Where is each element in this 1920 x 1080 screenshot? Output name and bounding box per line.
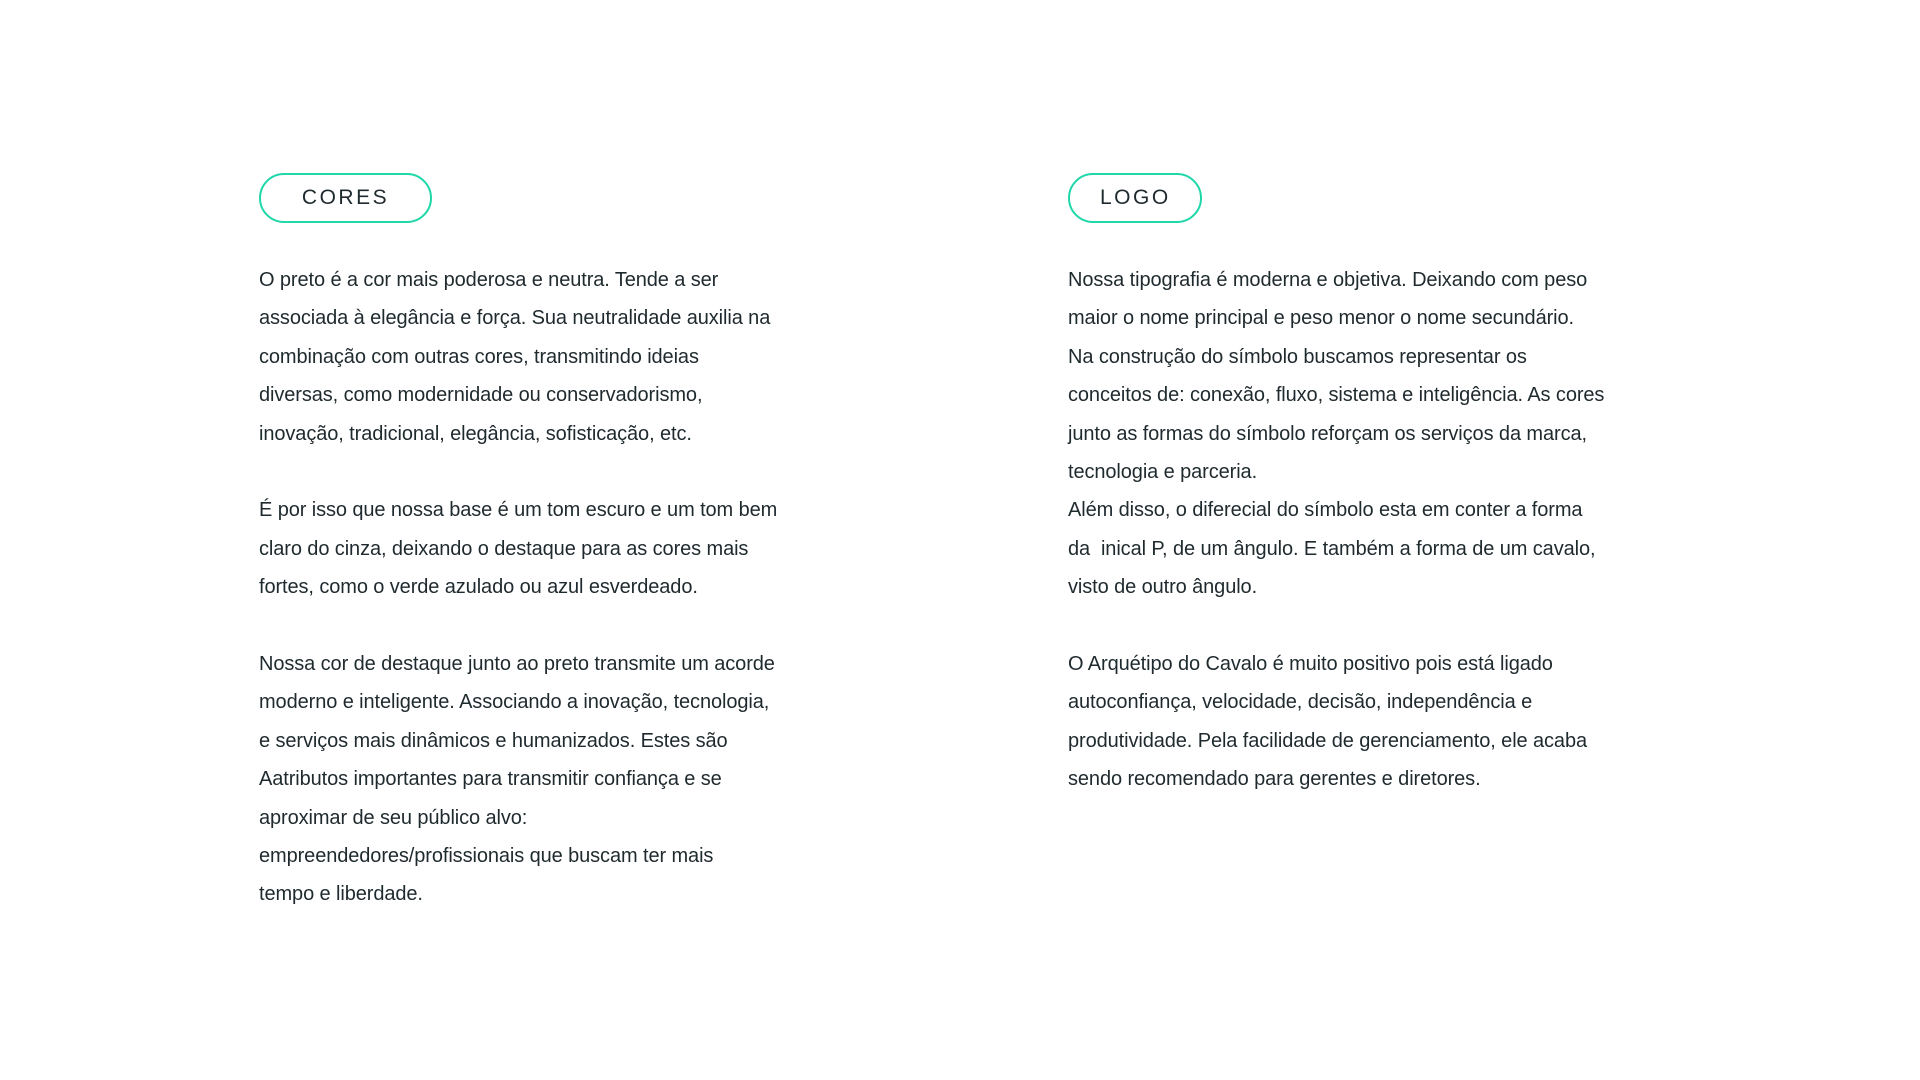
cores-paragraph-3 <box>259 645 859 914</box>
cores-text <box>259 261 859 914</box>
paragraph-gap <box>1068 607 1688 645</box>
paragraph-gap <box>259 607 859 645</box>
cores-paragraph-1 <box>259 261 859 453</box>
text-line: É por isso que nossa base é um tom escuro e um tom bem <box>259 499 778 522</box>
text-line: O Arquétipo do Cavalo é muito positivo pois está ligado <box>1068 653 1553 676</box>
cores-paragraph-2 <box>259 491 859 606</box>
text-line: Nossa tipografia é moderna e objetiva. Deixando com peso <box>1068 269 1588 291</box>
cores-section <box>259 173 859 914</box>
text-line: produtividade. Pela facilidade de gerenciamento, ele acaba <box>1068 729 1588 752</box>
logo-paragraph-2 <box>1068 645 1688 799</box>
text-line: empreendedores/profissionais que buscam ter mais <box>259 845 714 868</box>
text-line: tempo e liberdade. <box>259 883 423 906</box>
text-line: Na construção do símbolo buscamos representar os <box>1068 345 1527 368</box>
logo-label-pill: LOGO <box>1068 173 1202 223</box>
text-line: Nossa cor de destaque junto ao preto transmite um acorde <box>259 653 775 676</box>
text-line: Aatributos importantes para transmitir confiança e se <box>259 768 722 791</box>
logo-section <box>1068 173 1688 799</box>
text-line: combinação com outras cores, transmitindo ideias <box>259 345 699 368</box>
text-line: inovação, tradicional, elegância, sofisticação, etc. <box>259 422 692 445</box>
text-line: e serviços mais dinâmicos e humanizados. Estes são <box>259 729 728 752</box>
text-line: O preto é a cor mais poderosa e neutra. Tende a ser <box>259 269 719 291</box>
text-line: da inical P, de um ângulo. E também a forma de um cavalo, <box>1068 537 1596 560</box>
paragraph-gap <box>259 453 859 491</box>
logo-text <box>1068 261 1688 799</box>
text-line: moderno e inteligente. Associando a inovação, tecnologia, <box>259 691 770 714</box>
text-line: maior o nome principal e peso menor o nome secundário. <box>1068 307 1574 330</box>
logo-paragraph-1 <box>1068 261 1688 607</box>
text-line: aproximar de seu público alvo: <box>259 806 528 829</box>
text-line: visto de outro ângulo. <box>1068 576 1258 599</box>
cores-label-pill: CORES <box>259 173 432 223</box>
text-line: associada à elegância e força. Sua neutralidade auxilia na <box>259 307 771 330</box>
text-line: claro do cinza, deixando o destaque para as cores mais <box>259 537 749 560</box>
text-line: sendo recomendado para gerentes e diretores. <box>1068 768 1481 791</box>
text-line: autoconfiança, velocidade, decisão, independência e <box>1068 691 1533 714</box>
text-line: fortes, como o verde azulado ou azul esverdeado. <box>259 576 698 599</box>
text-line: tecnologia e parceria. <box>1068 461 1258 484</box>
text-line: diversas, como modernidade ou conservadorismo, <box>259 384 703 407</box>
text-line: conceitos de: conexão, fluxo, sistema e inteligência. As cores <box>1068 384 1605 407</box>
text-line: junto as formas do símbolo reforçam os serviços da marca, <box>1068 422 1587 445</box>
text-line: Além disso, o diferecial do símbolo esta em conter a forma <box>1068 499 1583 522</box>
